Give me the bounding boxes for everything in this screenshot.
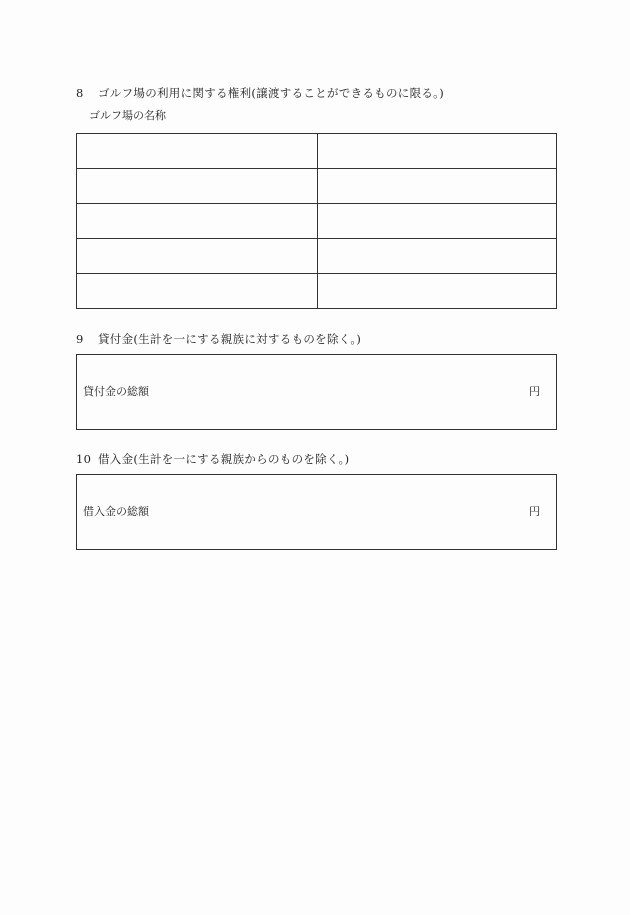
table-row [77,204,557,239]
golf-course-name-cell[interactable] [77,274,318,309]
loan-total-unit: 円 [529,385,540,398]
section-10-heading [76,451,349,467]
golf-course-table [76,133,557,309]
section-8-number: 8 [76,86,84,100]
table-row [77,274,557,309]
golf-course-name-cell[interactable] [77,169,318,204]
golf-course-value-cell[interactable] [318,169,557,204]
table-row [77,169,557,204]
golf-course-name-cell[interactable] [77,204,318,239]
table-row [77,134,557,169]
golf-course-value-cell[interactable] [318,134,557,169]
table-row [77,239,557,274]
golf-course-value-cell[interactable] [318,204,557,239]
borrowing-total-box[interactable] [76,474,557,550]
loan-total-label: 貸付金の総額 [83,385,149,398]
section-8-title: ゴルフ場の利用に関する権利(譲渡することができるものに限る。) [98,86,445,100]
borrowing-total-label: 借入金の総額 [83,505,149,518]
section-10-number: 10 [76,452,92,466]
borrowing-total-unit: 円 [529,505,540,518]
golf-course-name-cell[interactable] [77,239,318,274]
section-8-heading [76,85,444,101]
section-9-number: 9 [76,332,84,346]
section-10-title: 借入金(生計を一にする親族からのものを除く。) [98,452,350,466]
section-9-heading [76,331,361,347]
golf-course-value-cell[interactable] [318,239,557,274]
golf-course-value-cell[interactable] [318,274,557,309]
golf-course-name-cell[interactable] [77,134,318,169]
section-9-title: 貸付金(生計を一にする親族に対するものを除く。) [98,332,362,346]
loan-total-box[interactable] [76,354,557,430]
golf-course-name-label: ゴルフ場の名称 [89,109,166,122]
